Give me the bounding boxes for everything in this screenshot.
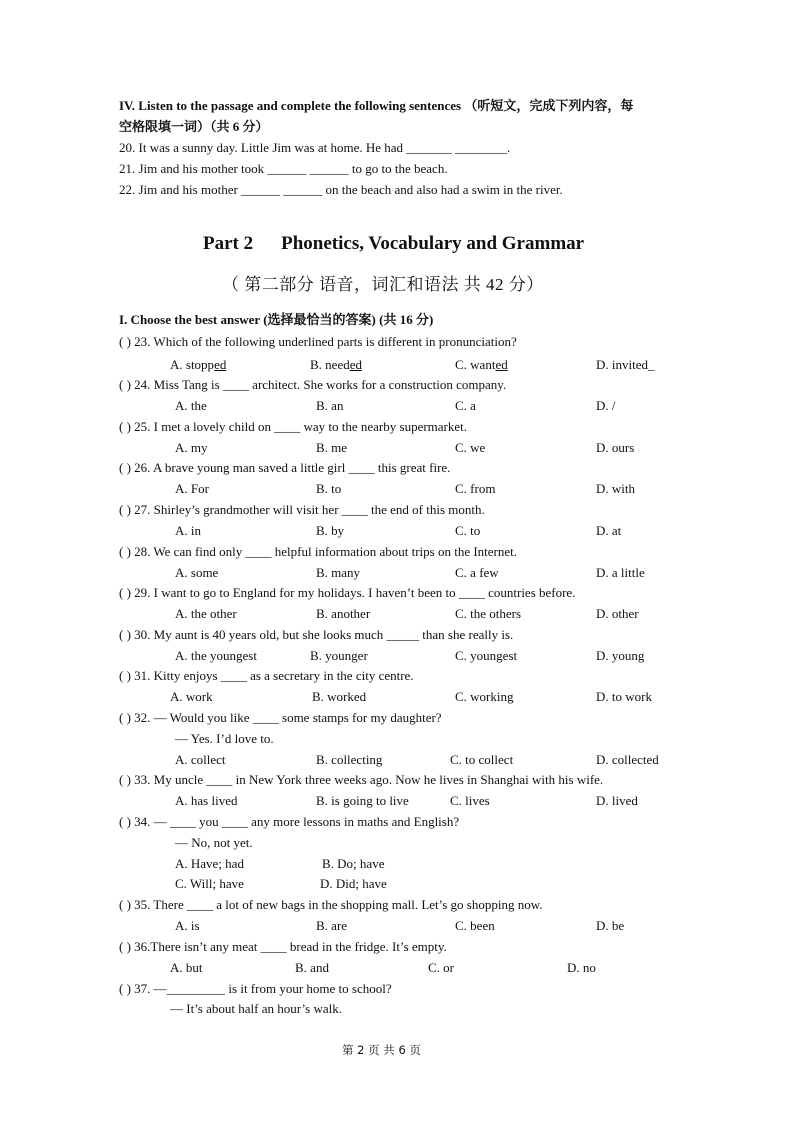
part-number: Part 2 bbox=[203, 233, 254, 254]
question-36-stem: ( ) 36.There isn’t any meat ____ bread in the fridge. It’s empty. bbox=[119, 939, 447, 954]
question-23-option-c: C. wanted bbox=[455, 357, 508, 372]
question-35-option-a: A. is bbox=[175, 918, 200, 933]
question-31-stem: ( ) 31. Kitty enjoys ____ as a secretary in the city centre. bbox=[119, 668, 414, 683]
question-35-option-c: C. been bbox=[455, 918, 495, 933]
question-24-option-d: D. / bbox=[596, 398, 616, 413]
part-name: Phonetics, Vocabulary and Grammar bbox=[281, 233, 585, 254]
question-28-option-a: A. some bbox=[175, 565, 219, 580]
question-32-option-b: B. collecting bbox=[316, 752, 383, 767]
question-34-option-a: A. Have; had bbox=[175, 856, 244, 871]
question-26-option-d: D. with bbox=[596, 481, 635, 496]
question-32-option-d: D. collected bbox=[596, 752, 659, 767]
question-24-option-b: B. an bbox=[316, 398, 344, 413]
question-33-option-c: C. lives bbox=[450, 793, 490, 808]
part-subtitle: （ 第二部分 语音，词汇和语法 共 42 分） bbox=[222, 275, 544, 294]
question-35-stem: ( ) 35. There ____ a lot of new bags in the shopping mall. Let’s go shopping now. bbox=[119, 897, 543, 912]
question-32-option-a: A. collect bbox=[175, 752, 226, 767]
question-34-stem: ( ) 34. — ____ you ____ any more lessons in maths and English? bbox=[119, 814, 460, 829]
question-24-stem: ( ) 24. Miss Tang is ____ architect. She works for a construction company. bbox=[119, 377, 507, 392]
question-27-stem: ( ) 27. Shirley’s grandmother will visit her ____ the end of this month. bbox=[119, 502, 485, 517]
question-37-reply: — It’s about half an hour’s walk. bbox=[170, 1001, 342, 1016]
question-35-option-d: D. be bbox=[596, 918, 625, 933]
section-iv-heading-line1: IV. Listen to the passage and complete the following sentences （听短文，完成下列内容，每 bbox=[119, 98, 634, 113]
question-23-stem: ( ) 23. Which of the following underlined parts is different in pronunciation? bbox=[119, 334, 517, 349]
question-28-option-b: B. many bbox=[316, 565, 361, 580]
question-31-option-b: B. worked bbox=[312, 689, 367, 704]
question-25-option-b: B. me bbox=[316, 440, 348, 455]
question-34-option-b: B. Do; have bbox=[322, 856, 385, 871]
question-27-option-b: B. by bbox=[316, 523, 345, 538]
question-30-stem: ( ) 30. My aunt is 40 years old, but she looks much _____ than she really is. bbox=[119, 627, 514, 642]
part-title bbox=[203, 233, 584, 255]
listening-item-21: 21. Jim and his mother took ______ ______ to go to the beach. bbox=[119, 161, 448, 176]
question-36-option-a: A. but bbox=[170, 960, 203, 975]
section-i-heading: I. Choose the best answer (选择最恰当的答案) (共 16 分) bbox=[119, 312, 434, 327]
question-26-stem: ( ) 26. A brave young man saved a little girl ____ this great fire. bbox=[119, 460, 451, 475]
question-30-option-b: B. younger bbox=[310, 648, 368, 663]
question-29-option-c: C. the others bbox=[455, 606, 522, 621]
question-28-option-d: D. a little bbox=[596, 565, 645, 580]
question-33-option-d: D. lived bbox=[596, 793, 638, 808]
question-30-option-d: D. young bbox=[596, 648, 645, 663]
question-27-option-c: C. to bbox=[455, 523, 481, 538]
question-26-option-a: A. For bbox=[175, 481, 209, 496]
question-23-option-a: A. stopped bbox=[170, 357, 227, 372]
question-32-stem: ( ) 32. — Would you like ____ some stamps for my daughter? bbox=[119, 710, 442, 725]
question-25-stem: ( ) 25. I met a lovely child on ____ way to the nearby supermarket. bbox=[119, 419, 468, 434]
question-31-option-d: D. to work bbox=[596, 689, 652, 704]
question-26-option-b: B. to bbox=[316, 481, 342, 496]
question-33-option-b: B. is going to live bbox=[316, 793, 409, 808]
question-30-option-c: C. youngest bbox=[455, 648, 518, 663]
question-37-stem: ( ) 37. —_________ is it from your home to school? bbox=[119, 981, 392, 996]
question-32-reply: — Yes. I’d love to. bbox=[175, 731, 274, 746]
question-33-stem: ( ) 33. My uncle ____ in New York three weeks ago. Now he lives in Shanghai with his wife. bbox=[119, 772, 604, 787]
question-31-option-c: C. working bbox=[455, 689, 514, 704]
question-29-option-b: B. another bbox=[316, 606, 371, 621]
question-23-option-b: B. needed bbox=[310, 357, 362, 372]
question-32-option-c: C. to collect bbox=[450, 752, 514, 767]
question-28-stem: ( ) 28. We can find only ____ helpful information about trips on the Internet. bbox=[119, 544, 518, 559]
listening-item-22: 22. Jim and his mother ______ ______ on the beach and also had a swim in the river. bbox=[119, 182, 563, 197]
question-36-option-d: D. no bbox=[567, 960, 596, 975]
question-27-option-d: D. at bbox=[596, 523, 622, 538]
question-25-option-c: C. we bbox=[455, 440, 486, 455]
question-25-option-a: A. my bbox=[175, 440, 208, 455]
question-33-option-a: A. has lived bbox=[175, 793, 238, 808]
question-29-option-a: A. the other bbox=[175, 606, 237, 621]
question-34-reply: — No, not yet. bbox=[175, 835, 253, 850]
question-24-option-a: A. the bbox=[175, 398, 207, 413]
question-30-option-a: A. the youngest bbox=[175, 648, 257, 663]
page-number-footer: 第 2 页 共 6 页 bbox=[342, 1043, 421, 1057]
listening-item-20: 20. It was a sunny day. Little Jim was at home. He had _______ ________. bbox=[119, 140, 511, 155]
question-25-option-d: D. ours bbox=[596, 440, 635, 455]
question-23-option-d: D. invited_ bbox=[596, 357, 655, 372]
question-28-option-c: C. a few bbox=[455, 565, 499, 580]
question-27-option-a: A. in bbox=[175, 523, 201, 538]
section-iv-heading-line2: 空格限填一词）（共 6 分） bbox=[119, 119, 269, 134]
question-29-stem: ( ) 29. I want to go to England for my holidays. I haven’t been to ____ countries before. bbox=[119, 585, 576, 600]
question-36-option-b: B. and bbox=[295, 960, 329, 975]
question-26-option-c: C. from bbox=[455, 481, 496, 496]
question-31-option-a: A. work bbox=[170, 689, 213, 704]
question-36-option-c: C. or bbox=[428, 960, 454, 975]
question-35-option-b: B. are bbox=[316, 918, 348, 933]
question-34-option-d: D. Did; have bbox=[320, 876, 387, 891]
question-29-option-d: D. other bbox=[596, 606, 639, 621]
question-24-option-c: C. a bbox=[455, 398, 476, 413]
question-34-option-c: C. Will; have bbox=[175, 876, 244, 891]
